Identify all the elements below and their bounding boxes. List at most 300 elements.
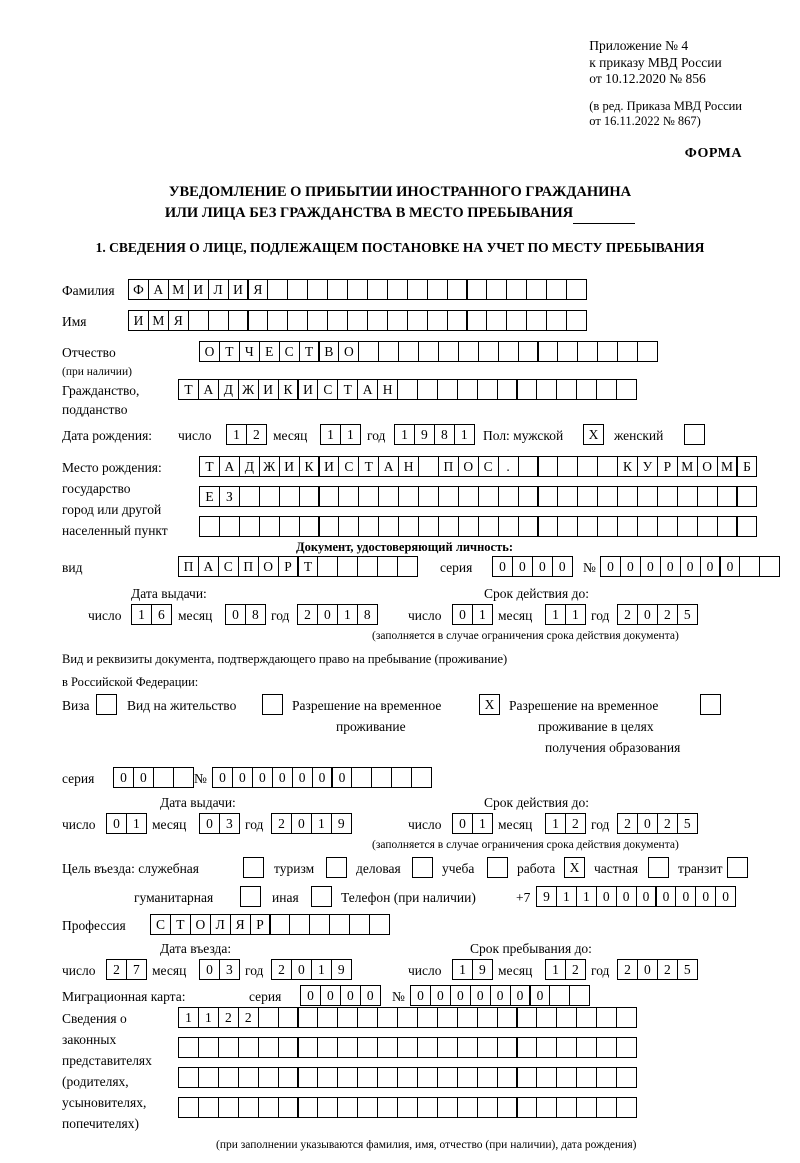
char-cell[interactable] (576, 1097, 597, 1118)
char-cell[interactable]: Я (247, 279, 268, 300)
char-cell[interactable] (516, 1097, 537, 1118)
char-cell[interactable]: 1 (472, 604, 493, 625)
char-cell[interactable] (297, 1037, 318, 1058)
char-cell[interactable]: 1 (576, 886, 597, 907)
char-cell[interactable]: 1 (311, 813, 332, 834)
char-cell[interactable] (337, 1007, 358, 1028)
char-cell[interactable]: 0 (640, 556, 661, 577)
char-cell[interactable]: 1 (472, 813, 493, 834)
char-cell[interactable]: 2 (617, 959, 638, 980)
char-cell[interactable]: 0 (430, 985, 451, 1006)
field-entry-month[interactable] (199, 959, 239, 980)
char-cell[interactable] (318, 486, 339, 507)
char-cell[interactable] (417, 379, 438, 400)
char-cell[interactable] (616, 1097, 637, 1118)
field-legal-rep-row-1[interactable] (178, 1007, 636, 1028)
char-cell[interactable] (278, 1097, 299, 1118)
char-cell[interactable]: С (218, 556, 239, 577)
field-doc-kind[interactable] (178, 556, 417, 577)
char-cell[interactable] (173, 767, 194, 788)
char-cell[interactable]: 9 (536, 886, 557, 907)
char-cell[interactable]: 2 (246, 424, 267, 445)
field-doc-series[interactable] (492, 556, 572, 577)
char-cell[interactable] (597, 486, 618, 507)
char-cell[interactable] (397, 556, 418, 577)
char-cell[interactable] (357, 556, 378, 577)
char-cell[interactable]: 1 (545, 813, 566, 834)
char-cell[interactable]: Л (208, 279, 229, 300)
char-cell[interactable] (637, 486, 658, 507)
char-cell[interactable] (377, 556, 398, 577)
char-cell[interactable] (457, 1097, 478, 1118)
field-name[interactable] (128, 310, 586, 331)
field-permit-series[interactable] (113, 767, 193, 788)
char-cell[interactable] (506, 279, 527, 300)
char-cell[interactable] (371, 767, 392, 788)
char-cell[interactable] (697, 516, 718, 537)
char-cell[interactable] (616, 379, 637, 400)
char-cell[interactable] (329, 914, 350, 935)
char-cell[interactable]: 8 (245, 604, 266, 625)
char-cell[interactable]: Д (239, 456, 260, 477)
field-birth-place-row-3[interactable] (199, 516, 756, 537)
char-cell[interactable]: Т (358, 456, 379, 477)
char-cell[interactable]: 0 (199, 813, 220, 834)
char-cell[interactable]: 0 (452, 604, 473, 625)
char-cell[interactable] (576, 1037, 597, 1058)
char-cell[interactable]: 0 (675, 886, 696, 907)
char-cell[interactable]: И (128, 310, 149, 331)
field-legal-rep-row-3[interactable] (178, 1067, 636, 1088)
char-cell[interactable]: 0 (312, 767, 333, 788)
char-cell[interactable]: 1 (340, 424, 361, 445)
char-cell[interactable] (466, 310, 487, 331)
char-cell[interactable] (417, 1097, 438, 1118)
checkbox-purpose-transit[interactable] (727, 857, 748, 878)
char-cell[interactable] (458, 341, 479, 362)
char-cell[interactable]: 1 (454, 424, 475, 445)
char-cell[interactable] (556, 379, 577, 400)
char-cell[interactable]: Т (337, 379, 358, 400)
char-cell[interactable]: М (148, 310, 169, 331)
char-cell[interactable] (536, 379, 557, 400)
field-legal-rep-row-4[interactable] (178, 1097, 636, 1118)
char-cell[interactable] (398, 486, 419, 507)
char-cell[interactable]: О (258, 556, 279, 577)
char-cell[interactable] (418, 516, 439, 537)
char-cell[interactable] (526, 279, 547, 300)
char-cell[interactable] (516, 1007, 537, 1028)
char-cell[interactable] (258, 1007, 279, 1028)
char-cell[interactable] (278, 1037, 299, 1058)
char-cell[interactable] (351, 767, 372, 788)
char-cell[interactable]: 0 (637, 813, 658, 834)
char-cell[interactable] (576, 379, 597, 400)
checkbox-visa[interactable] (96, 694, 117, 715)
char-cell[interactable] (297, 1067, 318, 1088)
char-cell[interactable]: 2 (238, 1007, 259, 1028)
char-cell[interactable] (219, 516, 240, 537)
char-cell[interactable]: Я (168, 310, 189, 331)
checkbox-purpose-work[interactable]: X (564, 857, 585, 878)
char-cell[interactable]: И (258, 379, 279, 400)
char-cell[interactable] (178, 1097, 199, 1118)
field-permit-issue-month[interactable] (199, 813, 239, 834)
char-cell[interactable] (357, 1097, 378, 1118)
char-cell[interactable] (736, 486, 757, 507)
char-cell[interactable]: 7 (126, 959, 147, 980)
char-cell[interactable]: 0 (715, 886, 736, 907)
char-cell[interactable]: Ф (128, 279, 149, 300)
char-cell[interactable] (616, 1067, 637, 1088)
char-cell[interactable]: М (677, 456, 698, 477)
char-cell[interactable] (387, 310, 408, 331)
char-cell[interactable] (338, 486, 359, 507)
char-cell[interactable] (576, 1007, 597, 1028)
char-cell[interactable] (338, 516, 359, 537)
char-cell[interactable] (516, 379, 537, 400)
checkbox-sex-male[interactable]: X (583, 424, 604, 445)
char-cell[interactable] (478, 516, 499, 537)
field-phone[interactable] (536, 886, 735, 907)
char-cell[interactable]: 0 (225, 604, 246, 625)
char-cell[interactable] (279, 516, 300, 537)
char-cell[interactable]: 0 (331, 767, 352, 788)
char-cell[interactable]: П (178, 556, 199, 577)
char-cell[interactable] (358, 341, 379, 362)
char-cell[interactable] (498, 341, 519, 362)
checkbox-purpose-service[interactable] (243, 857, 264, 878)
char-cell[interactable] (198, 1067, 219, 1088)
char-cell[interactable] (299, 486, 320, 507)
field-stay-year[interactable] (617, 959, 697, 980)
char-cell[interactable] (736, 516, 757, 537)
char-cell[interactable]: 0 (616, 886, 637, 907)
char-cell[interactable]: Е (259, 341, 280, 362)
char-cell[interactable]: 0 (637, 959, 658, 980)
field-mc-series[interactable] (300, 985, 380, 1006)
char-cell[interactable] (397, 379, 418, 400)
char-cell[interactable] (357, 1007, 378, 1028)
char-cell[interactable]: 0 (490, 985, 511, 1006)
char-cell[interactable]: 2 (617, 813, 638, 834)
char-cell[interactable] (477, 379, 498, 400)
checkbox-purpose-humanitarian[interactable] (240, 886, 261, 907)
char-cell[interactable]: И (279, 456, 300, 477)
char-cell[interactable] (437, 379, 458, 400)
char-cell[interactable]: . (498, 456, 519, 477)
char-cell[interactable]: 0 (620, 556, 641, 577)
char-cell[interactable]: 2 (617, 604, 638, 625)
char-cell[interactable]: 6 (151, 604, 172, 625)
char-cell[interactable]: Н (398, 456, 419, 477)
char-cell[interactable]: В (318, 341, 339, 362)
char-cell[interactable] (377, 1067, 398, 1088)
char-cell[interactable] (536, 1037, 557, 1058)
char-cell[interactable]: Т (297, 556, 318, 577)
char-cell[interactable] (497, 379, 518, 400)
char-cell[interactable]: Р (657, 456, 678, 477)
char-cell[interactable] (566, 310, 587, 331)
field-patronymic[interactable] (199, 341, 657, 362)
char-cell[interactable] (596, 1097, 617, 1118)
checkbox-temp-residence[interactable]: X (479, 694, 500, 715)
char-cell[interactable]: 8 (357, 604, 378, 625)
char-cell[interactable] (258, 1067, 279, 1088)
char-cell[interactable] (278, 1007, 299, 1028)
char-cell[interactable] (337, 556, 358, 577)
char-cell[interactable] (238, 1067, 259, 1088)
char-cell[interactable] (557, 341, 578, 362)
char-cell[interactable]: 1 (545, 959, 566, 980)
char-cell[interactable]: 1 (198, 1007, 219, 1028)
char-cell[interactable]: 1 (565, 604, 586, 625)
char-cell[interactable]: 9 (414, 424, 435, 445)
char-cell[interactable] (526, 310, 547, 331)
char-cell[interactable] (347, 310, 368, 331)
field-birth-year[interactable] (394, 424, 474, 445)
char-cell[interactable] (498, 516, 519, 537)
field-permit-valid-month[interactable] (545, 813, 585, 834)
char-cell[interactable]: 0 (317, 604, 338, 625)
char-cell[interactable] (239, 486, 260, 507)
checkbox-purpose-business[interactable] (412, 857, 433, 878)
char-cell[interactable]: У (637, 456, 658, 477)
char-cell[interactable] (178, 1037, 199, 1058)
char-cell[interactable] (247, 310, 268, 331)
char-cell[interactable]: О (190, 914, 211, 935)
char-cell[interactable]: 2 (106, 959, 127, 980)
char-cell[interactable] (317, 1067, 338, 1088)
char-cell[interactable] (697, 486, 718, 507)
char-cell[interactable] (337, 1097, 358, 1118)
char-cell[interactable] (337, 1037, 358, 1058)
char-cell[interactable] (391, 767, 412, 788)
char-cell[interactable] (427, 279, 448, 300)
char-cell[interactable]: И (228, 279, 249, 300)
char-cell[interactable]: 0 (252, 767, 273, 788)
char-cell[interactable]: 0 (660, 556, 681, 577)
field-doc-issue-year[interactable] (297, 604, 377, 625)
char-cell[interactable] (327, 279, 348, 300)
char-cell[interactable]: Д (218, 379, 239, 400)
char-cell[interactable] (258, 1037, 279, 1058)
char-cell[interactable] (387, 279, 408, 300)
field-entry-year[interactable] (271, 959, 351, 980)
char-cell[interactable]: 2 (565, 813, 586, 834)
char-cell[interactable] (218, 1037, 239, 1058)
char-cell[interactable] (397, 1067, 418, 1088)
char-cell[interactable] (427, 310, 448, 331)
char-cell[interactable]: 0 (199, 959, 220, 980)
char-cell[interactable] (477, 1037, 498, 1058)
char-cell[interactable] (516, 1037, 537, 1058)
char-cell[interactable]: 9 (472, 959, 493, 980)
char-cell[interactable] (337, 1067, 358, 1088)
char-cell[interactable] (596, 1007, 617, 1028)
char-cell[interactable]: 0 (529, 985, 550, 1006)
char-cell[interactable]: 0 (470, 985, 491, 1006)
char-cell[interactable] (378, 341, 399, 362)
char-cell[interactable] (437, 1037, 458, 1058)
char-cell[interactable]: Е (199, 486, 220, 507)
char-cell[interactable] (307, 310, 328, 331)
char-cell[interactable]: И (297, 379, 318, 400)
char-cell[interactable] (677, 486, 698, 507)
char-cell[interactable] (327, 310, 348, 331)
field-surname[interactable] (128, 279, 586, 300)
char-cell[interactable]: 0 (655, 886, 676, 907)
char-cell[interactable]: Т (178, 379, 199, 400)
char-cell[interactable] (457, 379, 478, 400)
char-cell[interactable] (557, 486, 578, 507)
char-cell[interactable] (418, 341, 439, 362)
field-doc-issue-day[interactable] (131, 604, 171, 625)
char-cell[interactable] (349, 914, 370, 935)
char-cell[interactable] (497, 1037, 518, 1058)
char-cell[interactable]: К (299, 456, 320, 477)
char-cell[interactable] (377, 1037, 398, 1058)
char-cell[interactable] (677, 516, 698, 537)
char-cell[interactable]: К (617, 456, 638, 477)
char-cell[interactable] (457, 1067, 478, 1088)
char-cell[interactable]: 2 (271, 813, 292, 834)
char-cell[interactable] (278, 1067, 299, 1088)
char-cell[interactable]: Л (210, 914, 231, 935)
char-cell[interactable] (358, 486, 379, 507)
char-cell[interactable]: П (238, 556, 259, 577)
char-cell[interactable] (537, 456, 558, 477)
char-cell[interactable] (279, 486, 300, 507)
char-cell[interactable]: К (278, 379, 299, 400)
char-cell[interactable] (238, 1097, 259, 1118)
char-cell[interactable] (218, 1097, 239, 1118)
field-permit-valid-day[interactable] (452, 813, 492, 834)
char-cell[interactable] (616, 1037, 637, 1058)
char-cell[interactable]: И (188, 279, 209, 300)
char-cell[interactable] (447, 310, 468, 331)
char-cell[interactable] (317, 556, 338, 577)
char-cell[interactable] (307, 279, 328, 300)
char-cell[interactable]: 5 (677, 959, 698, 980)
char-cell[interactable]: Р (278, 556, 299, 577)
char-cell[interactable] (466, 279, 487, 300)
char-cell[interactable]: 0 (340, 985, 361, 1006)
char-cell[interactable] (637, 341, 658, 362)
char-cell[interactable] (367, 310, 388, 331)
char-cell[interactable] (269, 914, 290, 935)
char-cell[interactable] (317, 1097, 338, 1118)
char-cell[interactable] (407, 279, 428, 300)
char-cell[interactable]: 5 (677, 604, 698, 625)
char-cell[interactable]: П (438, 456, 459, 477)
char-cell[interactable] (378, 516, 399, 537)
char-cell[interactable] (516, 1067, 537, 1088)
char-cell[interactable]: 2 (565, 959, 586, 980)
char-cell[interactable]: 0 (510, 985, 531, 1006)
char-cell[interactable]: 0 (695, 886, 716, 907)
char-cell[interactable]: А (219, 456, 240, 477)
char-cell[interactable] (717, 516, 738, 537)
char-cell[interactable] (397, 1037, 418, 1058)
field-birth-day[interactable] (226, 424, 266, 445)
char-cell[interactable] (438, 341, 459, 362)
char-cell[interactable] (458, 516, 479, 537)
field-mc-number[interactable] (410, 985, 589, 1006)
char-cell[interactable] (437, 1007, 458, 1028)
char-cell[interactable]: Т (299, 341, 320, 362)
char-cell[interactable] (596, 379, 617, 400)
char-cell[interactable] (398, 341, 419, 362)
char-cell[interactable]: 1 (337, 604, 358, 625)
char-cell[interactable] (199, 516, 220, 537)
char-cell[interactable]: М (717, 456, 738, 477)
char-cell[interactable] (518, 341, 539, 362)
char-cell[interactable] (287, 310, 308, 331)
char-cell[interactable] (617, 516, 638, 537)
char-cell[interactable] (437, 1097, 458, 1118)
char-cell[interactable]: 0 (532, 556, 553, 577)
char-cell[interactable] (238, 1037, 259, 1058)
char-cell[interactable]: 0 (680, 556, 701, 577)
char-cell[interactable] (497, 1007, 518, 1028)
char-cell[interactable] (617, 486, 638, 507)
char-cell[interactable] (546, 310, 567, 331)
checkbox-purpose-other[interactable] (311, 886, 332, 907)
char-cell[interactable]: Т (219, 341, 240, 362)
char-cell[interactable]: О (338, 341, 359, 362)
char-cell[interactable]: 0 (133, 767, 154, 788)
char-cell[interactable] (377, 1097, 398, 1118)
char-cell[interactable] (556, 1067, 577, 1088)
field-doc-valid-year[interactable] (617, 604, 697, 625)
field-birth-place-row-1[interactable] (199, 456, 756, 477)
char-cell[interactable] (478, 341, 499, 362)
char-cell[interactable] (597, 341, 618, 362)
char-cell[interactable] (369, 914, 390, 935)
char-cell[interactable] (657, 516, 678, 537)
char-cell[interactable] (637, 516, 658, 537)
char-cell[interactable] (478, 486, 499, 507)
char-cell[interactable] (537, 486, 558, 507)
char-cell[interactable]: 2 (657, 959, 678, 980)
char-cell[interactable] (556, 1037, 577, 1058)
char-cell[interactable] (318, 516, 339, 537)
checkbox-edu-residence[interactable] (700, 694, 721, 715)
char-cell[interactable] (739, 556, 760, 577)
char-cell[interactable] (259, 516, 280, 537)
char-cell[interactable] (577, 516, 598, 537)
field-stay-month[interactable] (545, 959, 585, 980)
char-cell[interactable] (267, 279, 288, 300)
char-cell[interactable]: 1 (545, 604, 566, 625)
char-cell[interactable]: 0 (636, 886, 657, 907)
char-cell[interactable]: 0 (452, 813, 473, 834)
char-cell[interactable]: Б (736, 456, 757, 477)
char-cell[interactable] (437, 1067, 458, 1088)
char-cell[interactable] (378, 486, 399, 507)
char-cell[interactable]: 0 (232, 767, 253, 788)
char-cell[interactable] (457, 1007, 478, 1028)
char-cell[interactable] (447, 279, 468, 300)
char-cell[interactable]: 1 (131, 604, 152, 625)
field-doc-number[interactable] (600, 556, 779, 577)
checkbox-purpose-study[interactable] (487, 857, 508, 878)
char-cell[interactable] (537, 516, 558, 537)
checkbox-purpose-tourism[interactable] (326, 857, 347, 878)
char-cell[interactable]: 0 (512, 556, 533, 577)
char-cell[interactable] (178, 1067, 199, 1088)
